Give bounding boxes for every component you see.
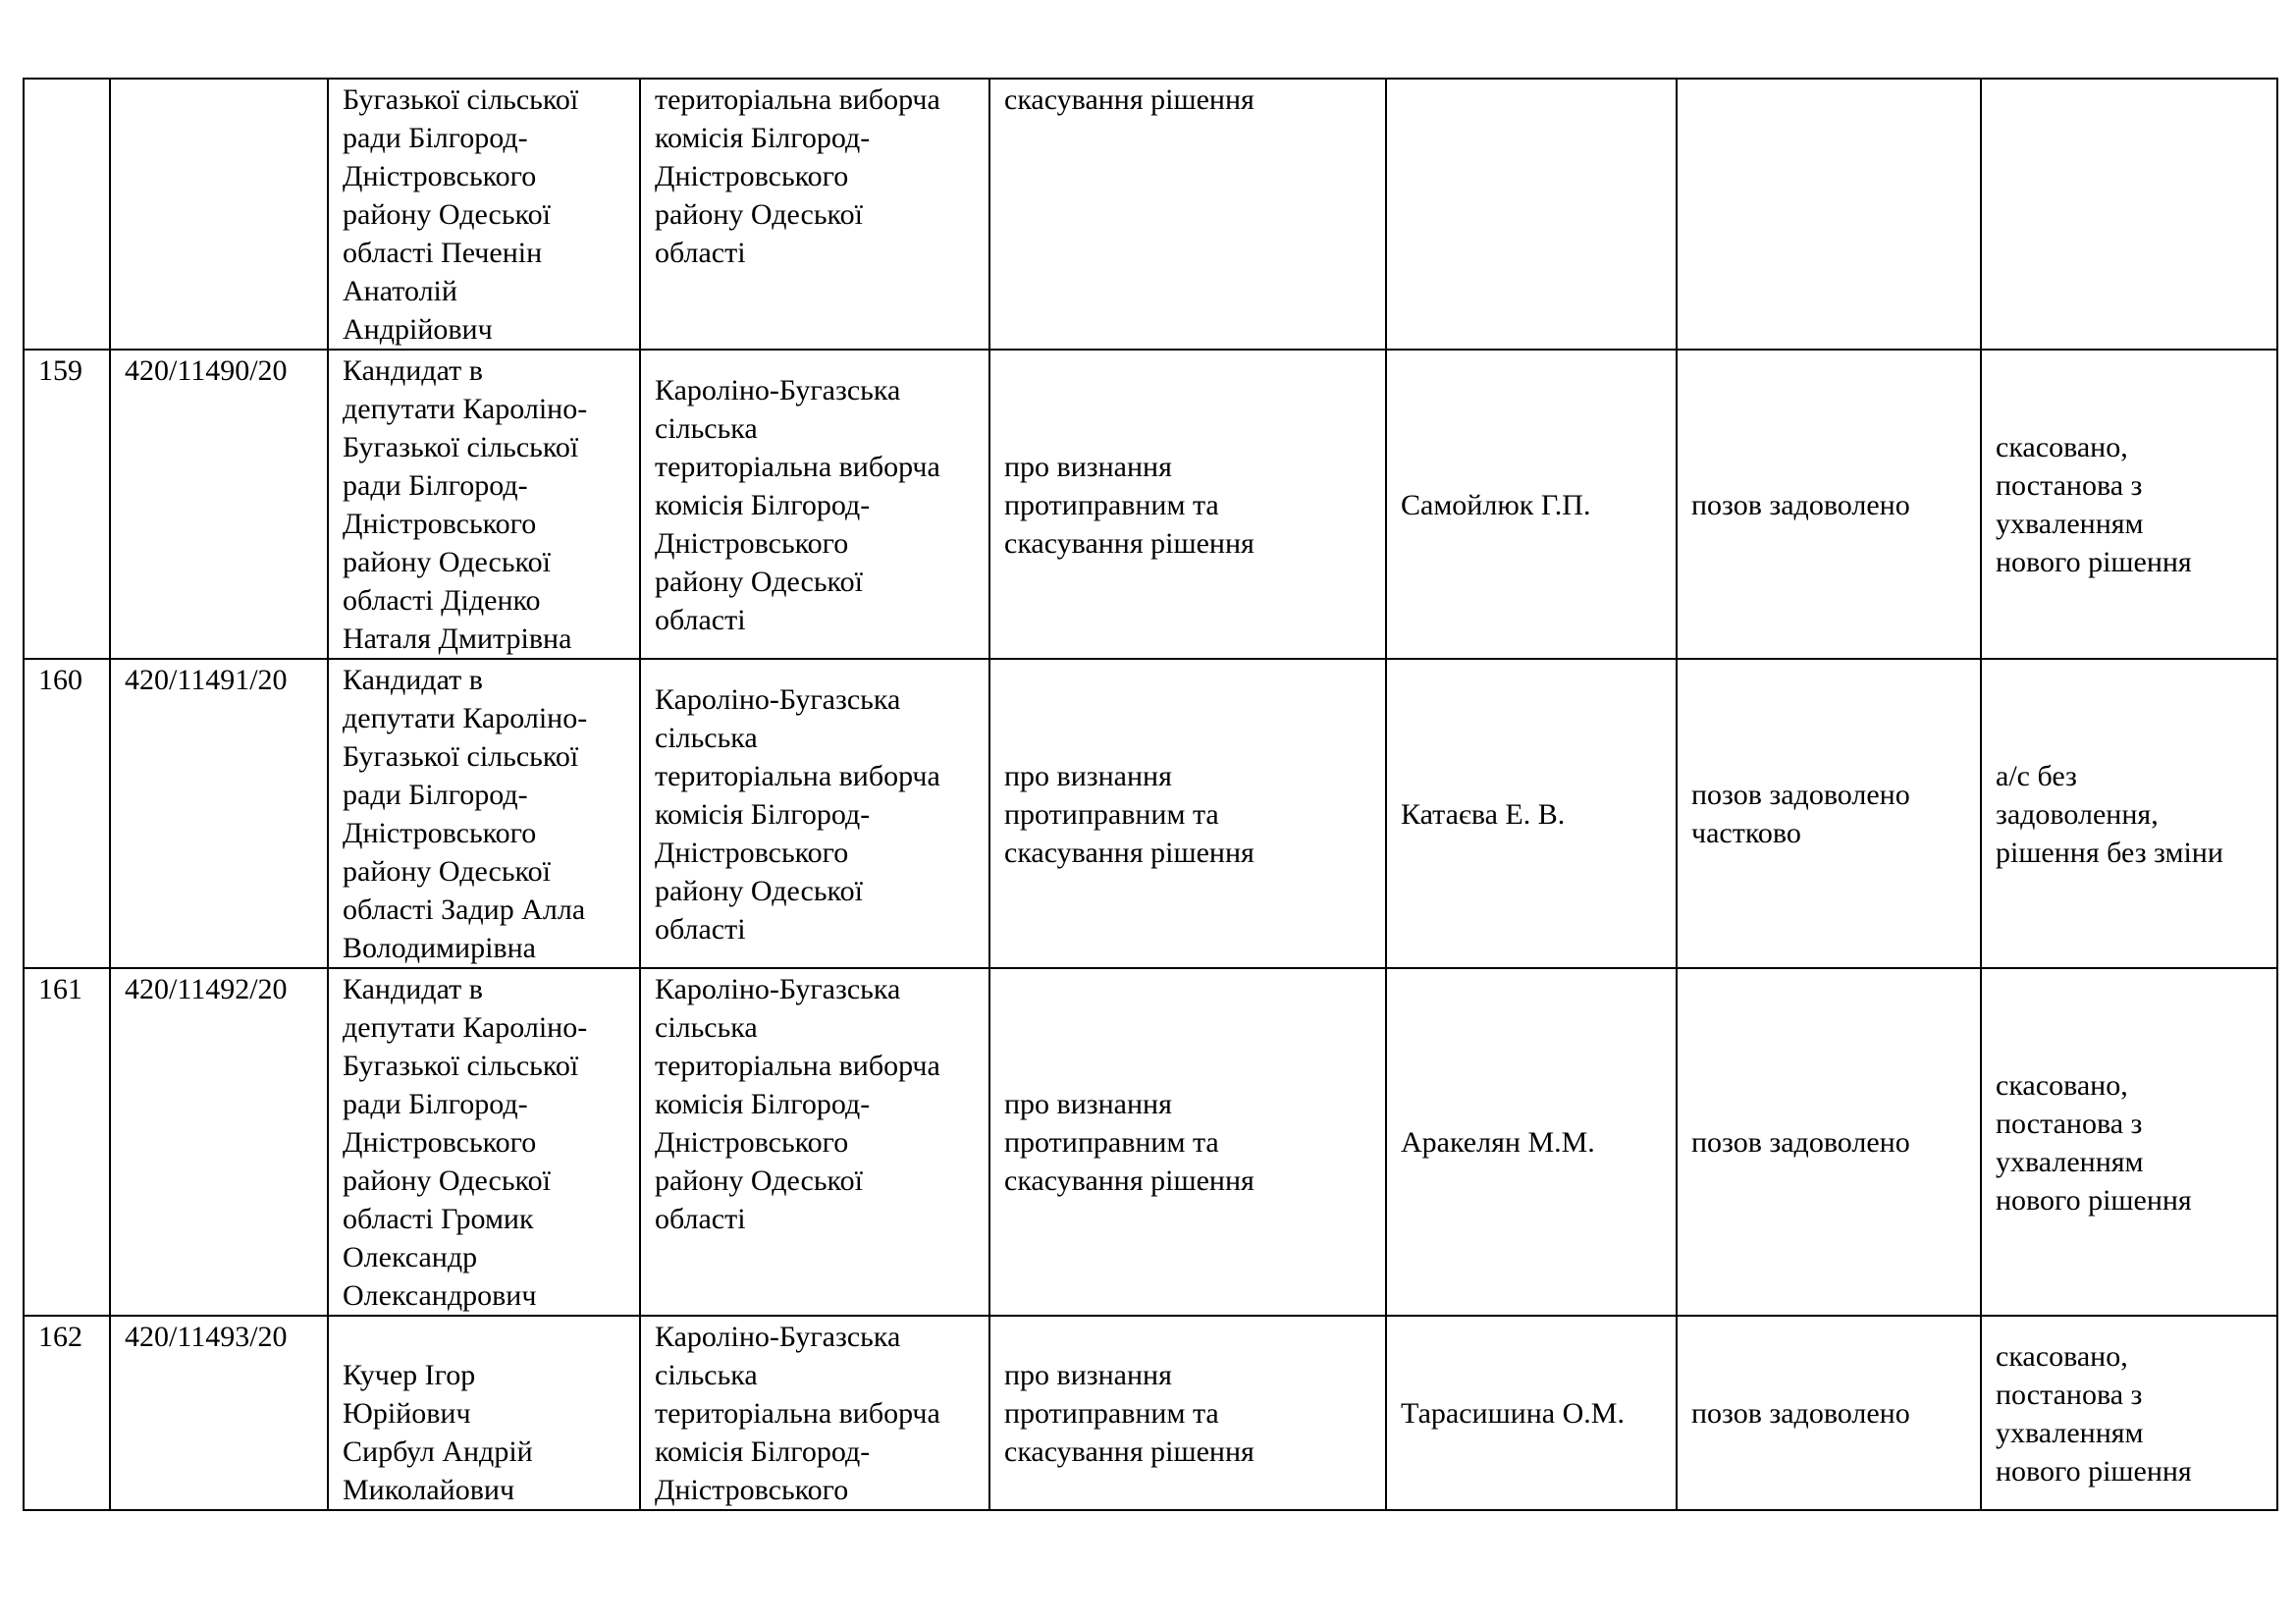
judge	[1386, 79, 1677, 350]
case-number: 420/11490/20	[110, 350, 328, 659]
row-number: 161	[24, 968, 110, 1316]
row-number: 162	[24, 1316, 110, 1510]
plaintiff: Кандидат в депутати Кароліно- Бугазької сільської ради Білгород- Дністровського району Одеської області Громик Олександр Олександрович	[328, 968, 640, 1316]
judge: Тарасишина О.М.	[1386, 1316, 1677, 1510]
first-instance-result: позов задоволено	[1677, 968, 1981, 1316]
table-row	[24, 350, 2277, 659]
judge: Катаєва Е. В.	[1386, 659, 1677, 968]
first-instance-result	[1677, 79, 1981, 350]
row-number: 160	[24, 659, 110, 968]
claim-subject: про визнання протиправним та скасування рішення	[989, 659, 1386, 968]
judge: Аракелян М.М.	[1386, 968, 1677, 1316]
defendant: Кароліно-Бугазська сільська територіальна виборча комісія Білгород- Дністровського	[640, 1316, 989, 1510]
first-instance-result: позов задоволено	[1677, 1316, 1981, 1510]
table-row	[24, 659, 2277, 968]
case-number: 420/11492/20	[110, 968, 328, 1316]
defendant: Кароліно-Бугазська сільська територіальна виборча комісія Білгород- Дністровського району Одеської області	[640, 968, 989, 1316]
claim-subject: скасування рішення	[989, 79, 1386, 350]
row-number: 159	[24, 350, 110, 659]
appeal-result	[1981, 79, 2277, 350]
plaintiff: Кандидат в депутати Кароліно- Бугазької сільської ради Білгород- Дністровського району Одеської області Діденко Наталя Дмитрівна	[328, 350, 640, 659]
appeal-result: скасовано, постанова з ухваленням нового рішення	[1981, 968, 2277, 1316]
appeal-result: скасовано, постанова з ухваленням нового рішення	[1981, 1316, 2277, 1510]
plaintiff: Кучер Ігор Юрійович Сирбул Андрій Миколайович	[328, 1316, 640, 1510]
claim-subject: про визнання протиправним та скасування рішення	[989, 968, 1386, 1316]
table-row	[24, 1316, 2277, 1510]
plaintiff: Кандидат в депутати Кароліно- Бугазької сільської ради Білгород- Дністровського району Одеської області Задир Алла Володимирівна	[328, 659, 640, 968]
claim-subject: про визнання протиправним та скасування рішення	[989, 1316, 1386, 1510]
table-row	[24, 79, 2277, 350]
first-instance-result: позов задоволено частково	[1677, 659, 1981, 968]
case-number: 420/11493/20	[110, 1316, 328, 1510]
court-cases-table	[23, 78, 2278, 1511]
case-number	[110, 79, 328, 350]
first-instance-result: позов задоволено	[1677, 350, 1981, 659]
appeal-result: а/с без задоволення, рішення без зміни	[1981, 659, 2277, 968]
table-row	[24, 968, 2277, 1316]
appeal-result: скасовано, постанова з ухваленням нового рішення	[1981, 350, 2277, 659]
defendant: Кароліно-Бугазська сільська територіальна виборча комісія Білгород- Дністровського району Одеської області	[640, 659, 989, 968]
judge: Самойлюк Г.П.	[1386, 350, 1677, 659]
row-number	[24, 79, 110, 350]
defendant: Кароліно-Бугазська сільська територіальна виборча комісія Білгород- Дністровського району Одеської області	[640, 350, 989, 659]
case-number: 420/11491/20	[110, 659, 328, 968]
plaintiff: Бугазької сільської ради Білгород- Дністровського району Одеської області Печенін Анатолій Андрійович	[328, 79, 640, 350]
claim-subject: про визнання протиправним та скасування рішення	[989, 350, 1386, 659]
defendant: територіальна виборча комісія Білгород- Дністровського району Одеської області	[640, 79, 989, 350]
